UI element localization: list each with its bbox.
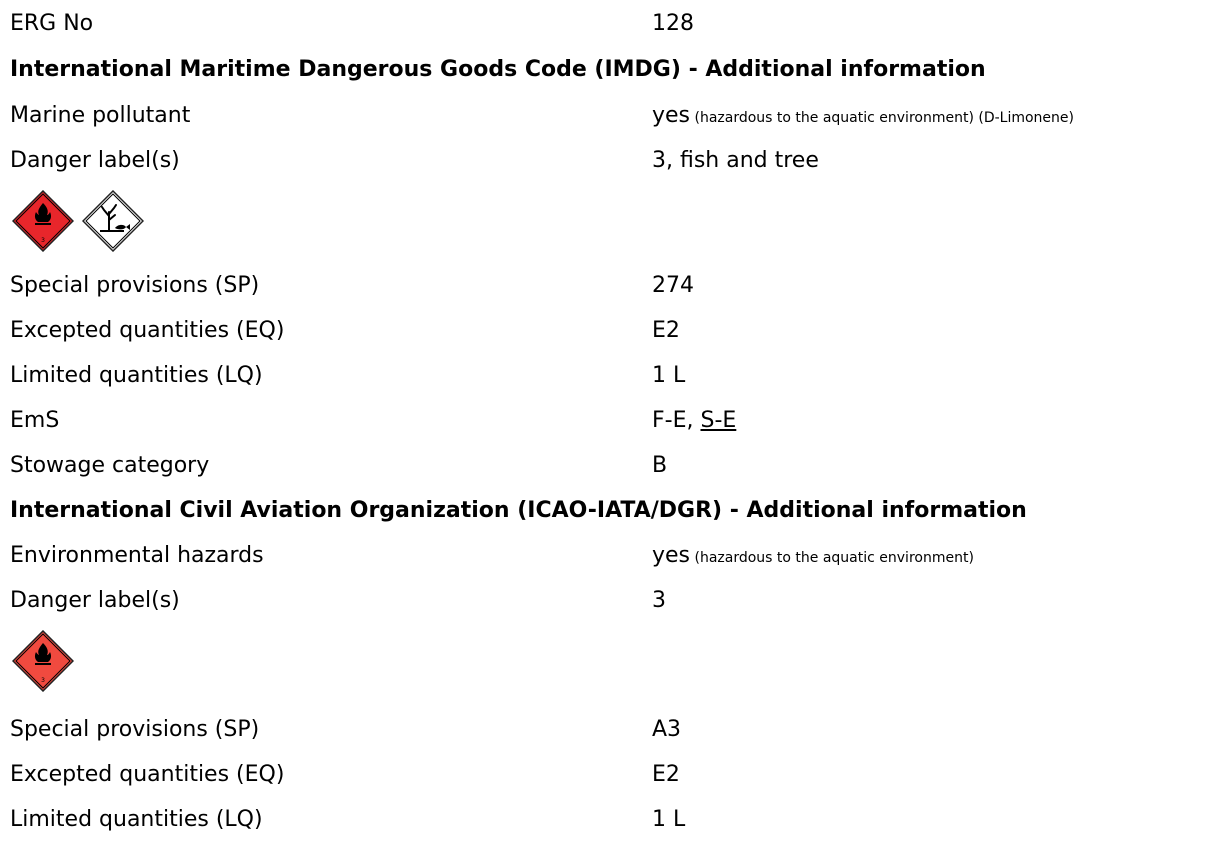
icao-danger-labels-row <box>10 581 1214 621</box>
marine-pollutant-value-note: (hazardous to the aquatic environment) (D-Limonene) <box>690 110 1074 126</box>
erg-row <box>10 4 1214 44</box>
flammable-liquid-class-3-icon <box>12 190 74 252</box>
imdg-excepted-quantities-row <box>10 311 1214 351</box>
erg-value: 128 <box>652 11 694 36</box>
environmental-hazards-value-note: (hazardous to the aquatic environment) <box>690 550 974 566</box>
imdg-stowage-category-row <box>10 446 1214 486</box>
environmental-hazards-value <box>652 536 974 578</box>
svg-text:3: 3 <box>41 237 45 244</box>
icao-special-provisions-row <box>10 710 1214 750</box>
icao-environmental-hazards-row <box>10 536 1214 576</box>
erg-label: ERG No <box>10 11 94 36</box>
imdg-danger-labels-row <box>10 141 1214 181</box>
flammable-liquid-class-3-icon <box>12 630 74 692</box>
imdg-label-icons <box>12 190 144 250</box>
icao-limited-quantities-row <box>10 800 1214 840</box>
imdg-danger-labels-value: 3, fish and tree <box>652 148 819 173</box>
icao-danger-labels-value: 3 <box>652 588 666 613</box>
ems-value <box>652 401 736 441</box>
icao-excepted-quantities-value: E2 <box>652 762 680 787</box>
imdg-limited-quantities-label: Limited quantities (LQ) <box>10 363 263 388</box>
imdg-special-provisions-label: Special provisions (SP) <box>10 273 260 298</box>
marine-pollutant-value-main: yes <box>652 103 691 128</box>
imdg-excepted-quantities-value: E2 <box>652 318 680 343</box>
imdg-danger-labels-label: Danger label(s) <box>10 148 180 173</box>
icao-danger-labels-label: Danger label(s) <box>10 588 180 613</box>
imdg-special-provisions-row <box>10 266 1214 306</box>
imdg-special-provisions-value: 274 <box>652 273 694 298</box>
imdg-heading: International Maritime Dangerous Goods Code (IMDG) - Additional information <box>10 57 986 82</box>
ems-s-e-link[interactable]: S-E <box>700 408 737 433</box>
imdg-ems-row <box>10 401 1214 441</box>
ems-label: EmS <box>10 408 60 433</box>
imdg-limited-quantities-row <box>10 356 1214 396</box>
icao-limited-quantities-label: Limited quantities (LQ) <box>10 807 263 832</box>
ems-value-plain: F-E, <box>652 408 701 433</box>
imdg-excepted-quantities-label: Excepted quantities (EQ) <box>10 318 285 343</box>
icao-heading: International Civil Aviation Organization (ICAO-IATA/DGR) - Additional information <box>10 498 1027 523</box>
icao-special-provisions-value: A3 <box>652 717 682 742</box>
icao-limited-quantities-value: 1 L <box>652 807 686 832</box>
icao-label-icons <box>12 630 74 690</box>
stowage-category-label: Stowage category <box>10 453 210 478</box>
imdg-marine-pollutant-row <box>10 96 1214 136</box>
environmental-hazards-label: Environmental hazards <box>10 543 264 568</box>
svg-text:3: 3 <box>41 677 45 684</box>
marine-pollutant-value <box>652 96 1074 138</box>
imdg-limited-quantities-value: 1 L <box>652 363 686 388</box>
marine-pollutant-label: Marine pollutant <box>10 103 191 128</box>
stowage-category-value: B <box>652 453 668 478</box>
icao-excepted-quantities-row <box>10 755 1214 795</box>
environmental-hazards-value-main: yes <box>652 543 691 568</box>
icao-excepted-quantities-label: Excepted quantities (EQ) <box>10 762 285 787</box>
icao-special-provisions-label: Special provisions (SP) <box>10 717 260 742</box>
environmentally-hazardous-fish-tree-icon <box>82 190 144 252</box>
